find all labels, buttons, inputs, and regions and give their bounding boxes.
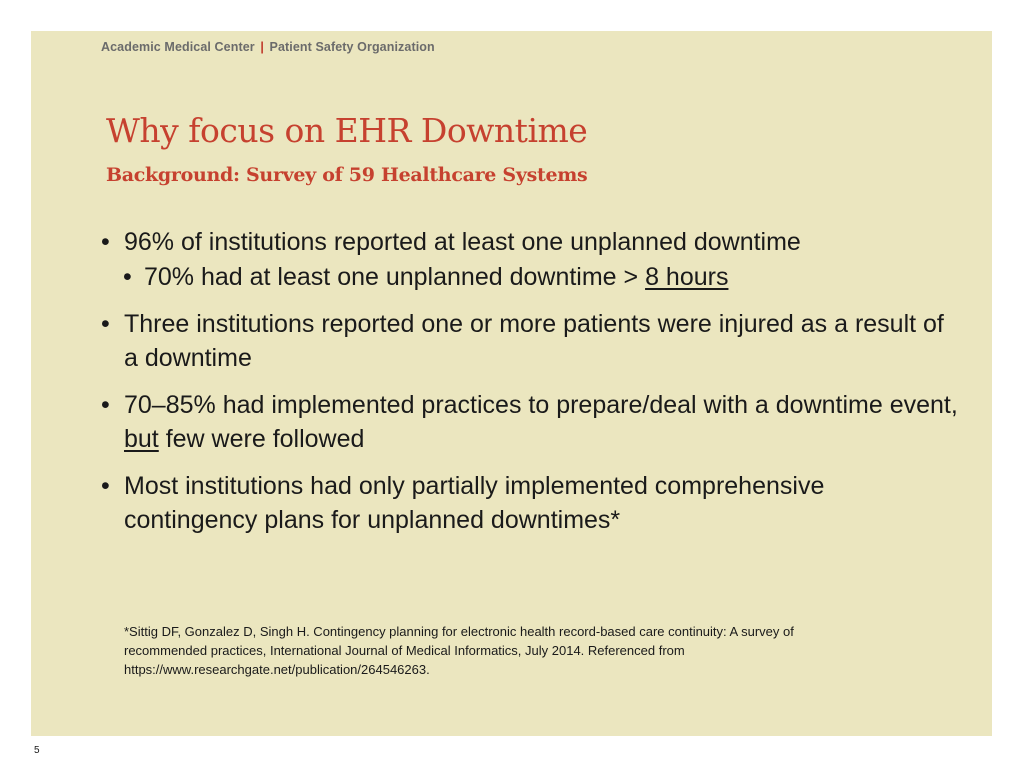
bullet-dot-icon: •	[123, 263, 132, 291]
underlined-text: 8 hours	[645, 263, 729, 291]
page-number: 5	[34, 745, 40, 756]
bullet-item	[101, 469, 961, 537]
slide	[31, 31, 992, 736]
bullet-text: 70% had at least one unplanned downtime >	[144, 263, 646, 291]
slide-title: Why focus on EHR Downtime	[106, 111, 588, 150]
footnote-line: *Sittig DF, Gonzalez D, Singh H. Contingency planning for electronic health record-based care continuity: A survey of	[124, 624, 794, 639]
bullet-text: Most institutions had only partially implemented comprehensive contingency plans for unplanned downtimes*	[124, 472, 825, 534]
slide-subtitle: Background: Survey of 59 Healthcare Systems	[106, 164, 588, 186]
bullet-dot-icon: •	[101, 391, 110, 419]
org-name-left: Academic Medical Center	[101, 40, 255, 54]
bullet-dot-icon: •	[101, 228, 110, 256]
org-name-right: Patient Safety Organization	[269, 40, 435, 54]
bullet-dot-icon: •	[101, 472, 110, 500]
bullet-text: 70–85% had implemented practices to prepare/deal with a downtime event,	[124, 391, 958, 419]
footnote-line: https://www.researchgate.net/publication/264546263.	[124, 662, 430, 677]
bullet-dot-icon: •	[101, 310, 110, 338]
bullet-item	[101, 225, 961, 259]
bullet-text: few were followed	[158, 425, 365, 453]
org-separator: |	[260, 40, 264, 54]
bullet-text: Three institutions reported one or more patients were injured as a result of a downtime	[124, 310, 944, 372]
sub-bullet-item	[101, 260, 961, 294]
organization-header	[101, 40, 435, 54]
footnote-line: recommended practices, International Journal of Medical Informatics, July 2014. Referenced from	[124, 643, 685, 658]
bullet-item	[101, 388, 961, 456]
bullet-text: 96% of institutions reported at least one unplanned downtime	[124, 228, 801, 256]
underlined-text: but	[124, 425, 159, 453]
bullet-list	[101, 225, 961, 550]
bullet-item	[101, 307, 961, 375]
footnote-citation	[124, 622, 924, 679]
